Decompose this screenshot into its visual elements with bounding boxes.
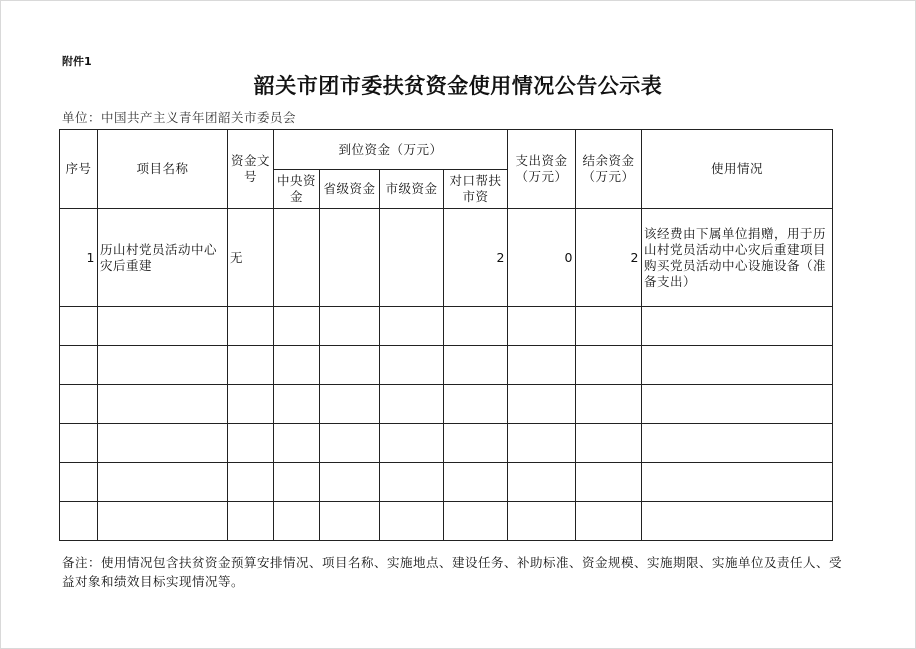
cell-provincial (320, 209, 380, 307)
unit-line: 单位：中国共产主义青年团韶关市委员会 (62, 110, 297, 125)
cell-seq: 1 (60, 209, 98, 307)
attachment-label: 附件1 (62, 55, 92, 68)
cell-fund-doc: 无 (228, 209, 274, 307)
cell-project-name: 历山村党员活动中心灾后重建 (98, 209, 228, 307)
header-balance: 结余资金（万元） (576, 130, 642, 209)
header-arrived-funds: 到位资金（万元） (274, 130, 508, 170)
table-row (60, 307, 833, 346)
table-row (60, 424, 833, 463)
footnote: 备注：使用情况包含扶贫资金预算安排情况、项目名称、实施地点、建设任务、补助标准、资金规模、实施期限、实施单位及责任人、受益对象和绩效目标实现情况等。 (62, 555, 843, 589)
header-usage: 使用情况 (642, 130, 833, 209)
header-municipal: 市级资金 (380, 170, 444, 209)
cell-expenditure: 0 (508, 209, 576, 307)
header-seq: 序号 (60, 130, 98, 209)
table-row (60, 385, 833, 424)
cell-counterpart: 2 (444, 209, 508, 307)
header-fund-doc: 资金文号 (228, 130, 274, 209)
header-provincial: 省级资金 (320, 170, 380, 209)
header-counterpart: 对口帮扶市资 (444, 170, 508, 209)
table-row (60, 502, 833, 541)
header-central: 中央资金 (274, 170, 320, 209)
cell-balance: 2 (576, 209, 642, 307)
fund-table (59, 129, 833, 541)
table-row (60, 463, 833, 502)
cell-municipal (380, 209, 444, 307)
header-expenditure: 支出资金（万元） (508, 130, 576, 209)
cell-central (274, 209, 320, 307)
table-row (60, 346, 833, 385)
header-row-1 (60, 130, 833, 170)
table-row (60, 209, 833, 307)
cell-usage: 该经费由下属单位捐赠，用于历山村党员活动中心灾后重建项目购买党员活动中心设施设备（准备支出） (642, 209, 833, 307)
page-title: 韶关市团市委扶贫资金使用情况公告公示表 (253, 73, 663, 98)
header-project-name: 项目名称 (98, 130, 228, 209)
